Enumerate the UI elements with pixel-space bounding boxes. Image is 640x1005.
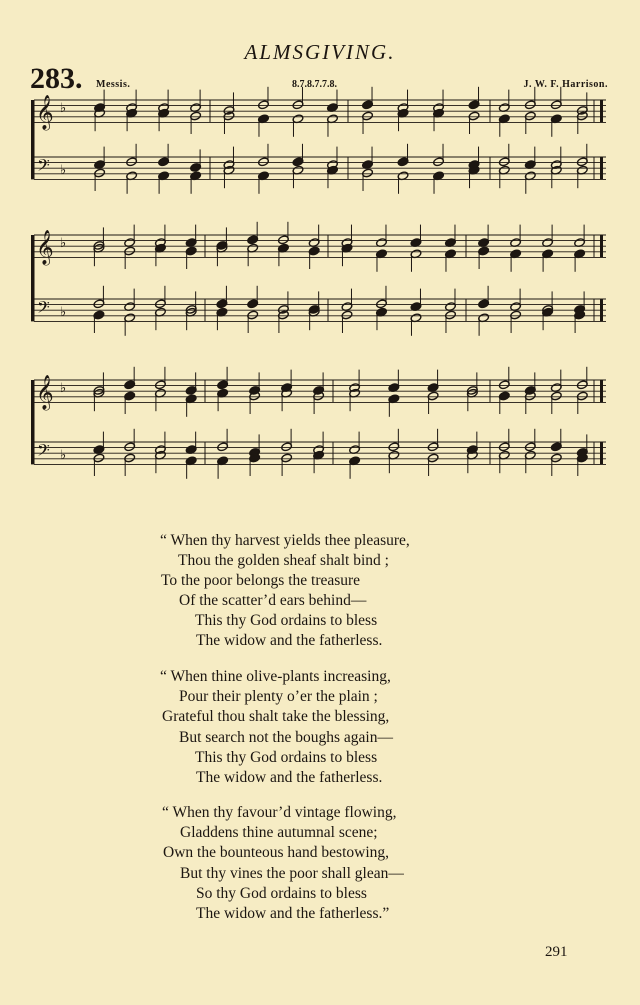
final-bar-line (600, 100, 603, 122)
verse-line: Pour their plenty o’er the plain ; (179, 688, 378, 705)
verse-line: The widow and the fatherless. (196, 769, 383, 786)
tune-name: Messis. (96, 79, 131, 90)
flat-key-signature-icon: ♭ (60, 381, 67, 396)
page-number: 291 (545, 944, 568, 960)
final-bar-line (600, 442, 603, 464)
final-bar-line (600, 157, 603, 179)
flat-key-signature-icon: ♭ (60, 163, 67, 178)
page-title: ALMSGIVING. (244, 40, 396, 64)
verse-line: But search not the boughs again— (179, 729, 393, 746)
verse-line: “ When thine olive-plants increasing, (160, 668, 391, 685)
verse-line: “ When thy harvest yields thee pleasure, (160, 532, 410, 549)
flat-key-signature-icon: ♭ (60, 448, 67, 463)
final-bar-line (600, 299, 603, 321)
bass-clef-icon: 𝄢 (37, 155, 50, 179)
composer: J. W. F. Harrison. (523, 79, 608, 90)
flat-key-signature-icon: ♭ (60, 305, 67, 320)
verse-line: This thy God ordains to bless (195, 749, 378, 766)
treble-clef-icon: 𝄞 (36, 375, 54, 410)
treble-clef-icon: 𝄞 (36, 230, 54, 265)
bass-clef-icon: 𝄢 (37, 297, 50, 321)
verse-line: So thy God ordains to bless (196, 885, 367, 902)
verse-line: Gladdens thine autumnal scene; (180, 824, 378, 841)
bass-clef-icon: 𝄢 (37, 440, 50, 464)
verse-line: “ When thy favour’d vintage flowing, (162, 804, 397, 821)
verse-line: To the poor belongs the treasure (161, 572, 361, 589)
verse-line: Grateful thou shalt take the blessing, (162, 708, 390, 725)
meter: 8.7.8.7.7.8. (292, 79, 337, 90)
verse-line: Of the scatter’d ears behind— (179, 592, 367, 609)
verse-line: But thy vines the poor shall glean— (180, 865, 404, 882)
verse-line: This thy God ordains to bless (195, 612, 378, 629)
final-bar-line (600, 235, 603, 257)
treble-clef-icon: 𝄞 (36, 95, 54, 130)
verse-line: The widow and the fatherless. (196, 632, 383, 649)
verse-line: The widow and the fatherless.” (196, 905, 390, 922)
final-bar-line (600, 380, 603, 402)
hymn-number: 283. (30, 62, 83, 95)
verse-line: Own the bounteous hand bestowing, (163, 844, 390, 861)
flat-key-signature-icon: ♭ (60, 236, 67, 251)
flat-key-signature-icon: ♭ (60, 101, 67, 116)
verse-line: Thou the golden sheaf shalt bind ; (178, 552, 389, 569)
